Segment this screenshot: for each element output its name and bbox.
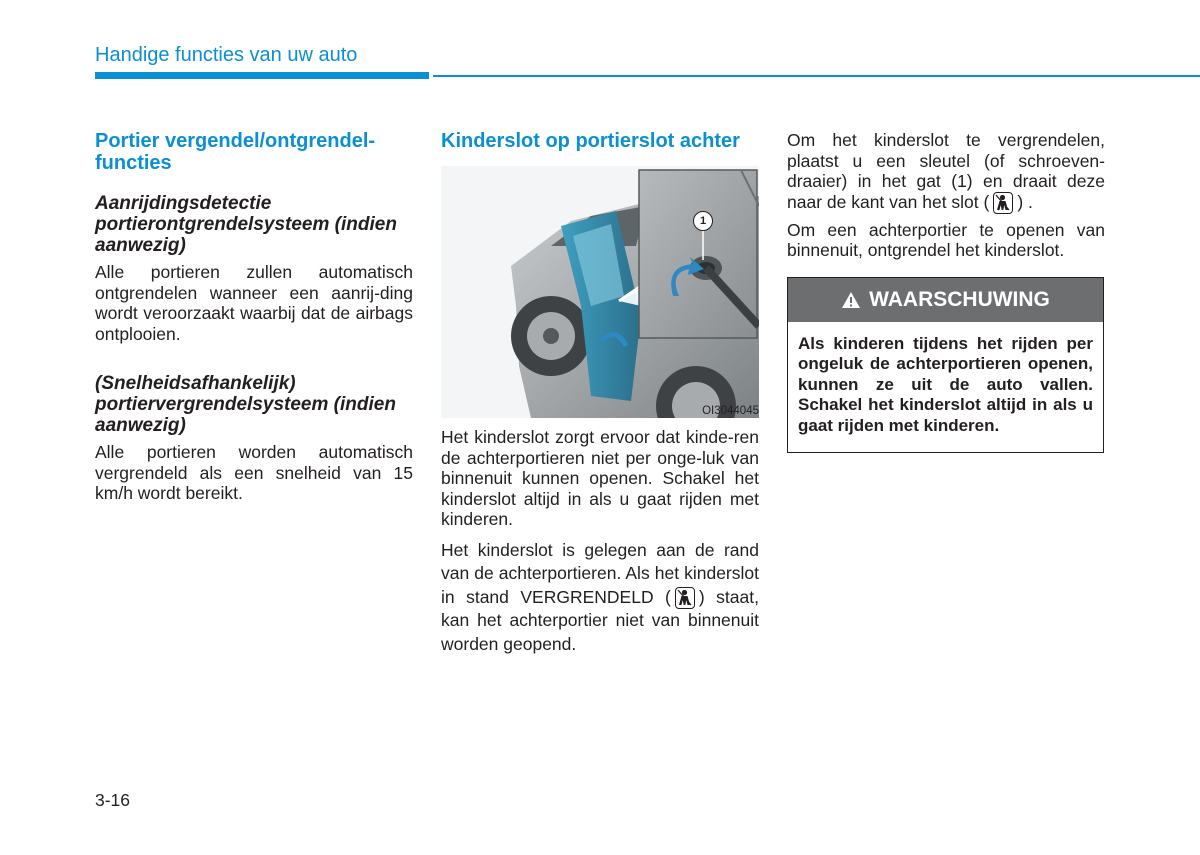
- header-rule: [433, 75, 1200, 77]
- warning-header: [788, 278, 1103, 322]
- header-accent-bar: [95, 72, 429, 79]
- paragraph-child-lock-location-b: ) staat, kan het achterportier niet van binnenuit worden geopend.: [441, 586, 759, 654]
- paragraph-child-lock-purpose: Het kinderslot zorgt ervoor dat kinde-ren de achterportieren niet per onge-luk van binnenuit kunnen openen. Schakel het kinderslot altijd in als u gaat rijden met kinderen.: [441, 427, 759, 529]
- column-instructions: [787, 130, 1105, 453]
- paragraph-lock-instructions-b: ) .: [1017, 191, 1033, 212]
- warning-title: WAARSCHUWING: [869, 287, 1050, 311]
- child-lock-icon: [993, 192, 1013, 214]
- paragraph-lock-instructions: [787, 130, 1105, 214]
- paragraph-lock-instructions-a: Om het kinderslot te vergrendelen, plaatst u een sleutel (of schroeven-draaier) in het gat (1) en draait deze naar de kant van het slot (: [787, 130, 1105, 212]
- heading-child-lock: Kinderslot op portierslot achter: [441, 130, 740, 152]
- callout-number-1: 1: [693, 211, 713, 231]
- paragraph-child-lock-location-a: Het kinderslot is gelegen aan de rand van de achterportieren. Als het kinderslot in stand VERGRENDELD (: [441, 539, 759, 607]
- car-door-illustration: [441, 166, 759, 418]
- page-number: 3-16: [95, 790, 131, 810]
- subheading-speed-lock: (Snelheidsafhankelijk) portiervergrendelsysteem (indien aanwezig): [95, 373, 396, 436]
- warning-triangle-icon: [841, 291, 861, 309]
- paragraph-child-lock-location: [441, 539, 759, 657]
- figure-code: OI3044045: [702, 405, 759, 417]
- paragraph-impact-unlock: Alle portieren zullen automatisch ontgrendelen wanneer een aanrij-ding wordt veroorzaakt waarbij dat de airbags ontplooien.: [95, 262, 413, 344]
- heading-door-lock-functions: Portier vergendel/ontgrendel-functies: [95, 130, 376, 174]
- child-lock-illustration: [441, 166, 759, 418]
- paragraph-unlock-instructions: Om een achterportier te openen van binnenuit, ontgrendel het kinderslot.: [787, 219, 1105, 261]
- column-door-lock: [95, 130, 413, 504]
- subheading-impact-unlock: Aanrijdingsdetectie portierontgrendelsysteem (indien aanwezig): [95, 193, 397, 256]
- paragraph-speed-lock: Alle portieren worden automatisch vergrendeld als een snelheid van 15 km/h wordt bereikt.: [95, 442, 413, 503]
- column-child-lock: [441, 130, 759, 656]
- section-title: Handige functies van uw auto: [95, 44, 358, 66]
- warning-text: Als kinderen tijdens het rijden per ongeluk de achterportieren openen, kunnen ze uit de auto vallen. Schakel het kinderslot altijd in als u gaat rijden met kinderen.: [798, 333, 1093, 435]
- warning-box: [787, 277, 1104, 454]
- child-lock-icon: [675, 587, 695, 609]
